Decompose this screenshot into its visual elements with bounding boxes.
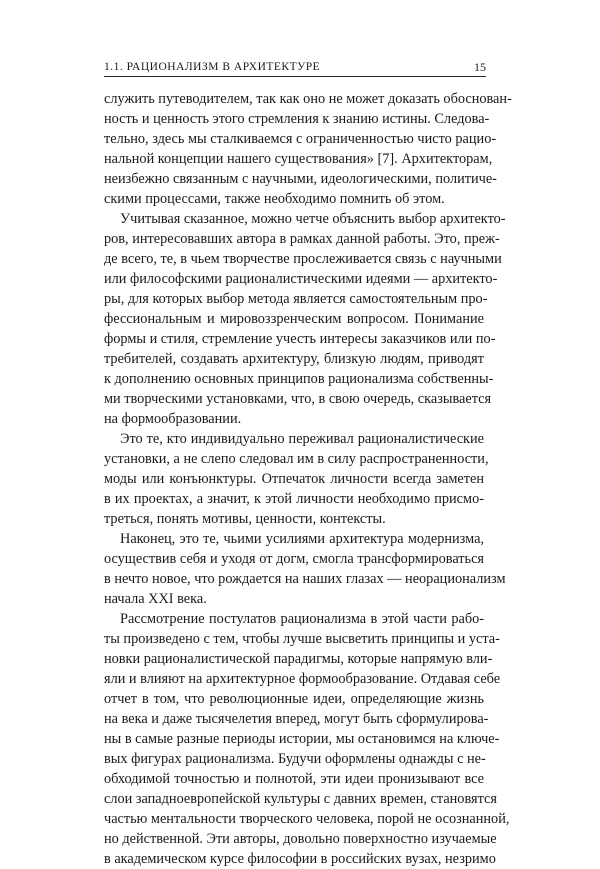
text-line: на формообразовании. — [104, 411, 242, 427]
text-line: ность и ценность этого стремления к знанию истины. Следова- — [104, 111, 490, 127]
text-line: служить путеводителем, так как оно не может доказать обоснован- — [104, 91, 512, 107]
text-line: осуществив себя и уходя от догм, смогла трансформироваться — [104, 551, 484, 567]
text-line: ры, для которых выбор метода является самостоятельным про- — [104, 291, 488, 307]
text-line: де всего, те, в чьем творчестве прослеживается связь с научными — [104, 251, 502, 267]
text-line: частью ментальности творческого человека, порой не осознанной, — [104, 811, 510, 827]
text-line: треться, понять мотивы, ценности, контексты. — [104, 511, 386, 527]
text-line: вых фигурах рационализма. Будучи оформлены однажды с не- — [104, 751, 486, 767]
paragraph — [104, 609, 510, 869]
text-line: Рассмотрение постулатов рационализма в этой части рабо- — [120, 611, 484, 627]
running-header — [104, 60, 486, 77]
text-line: на века и даже тысячелетия вперед, могут быть сформулирова- — [104, 711, 489, 727]
text-line: ны в самые разные периоды истории, мы остановимся на ключе- — [104, 731, 500, 747]
page-number: 15 — [474, 60, 486, 74]
text-line: ми творческими установками, что, в свою очередь, сказывается — [104, 391, 492, 407]
paragraph — [104, 89, 512, 209]
text-line: или философскими рационалистическими идеями — архитекто- — [104, 271, 498, 287]
text-line: Учитывая сказанное, можно четче объяснить выбор архитекто- — [120, 211, 506, 227]
running-title: 1.1. РАЦИОНАЛИЗМ В АРХИТЕКТУРЕ — [104, 61, 321, 73]
text-line: моды или конъюнктуры. Отпечаток личности всегда заметен — [104, 471, 484, 487]
text-line: нальной концепции нашего существования» [7]. Архитекторам, — [104, 151, 493, 167]
text-line: яли и влияют на архитектурное формообразование. Отдавая себе — [104, 671, 501, 687]
text-line: установки, а не слепо следовал им в силу распространенности, — [104, 451, 489, 467]
text-line: в академическом курсе философии в российских вузах, незримо — [104, 851, 496, 867]
text-line: начала XXI века. — [104, 591, 207, 607]
text-line: обходимой точностью и полнотой, эти идеи пронизывают все — [104, 771, 484, 787]
text-line: в нечто новое, что рождается на наших глазах — неорационализм — [104, 571, 506, 587]
text-line: ров, интересовавших автора в рамках данной работы. Это, преж- — [104, 231, 500, 247]
text-line: отчет в том, что революционные идеи, определяющие жизнь — [104, 691, 484, 707]
paragraph — [104, 209, 506, 429]
paragraph — [104, 529, 506, 609]
text-line: новки рационалистической парадигмы, которые напрямую вли- — [104, 651, 493, 667]
text-line: требителей, создавать архитектуру, близкую людям, приводят — [104, 351, 484, 367]
text-line: слои западноевропейской культуры с давних времен, становятся — [104, 791, 497, 807]
text-line: скими процессами, также необходимо помнить об этом. — [104, 191, 445, 207]
text-line: фессиональным и мировоззренческим вопросом. Понимание — [104, 311, 484, 327]
body-text — [104, 89, 512, 869]
text-line: Это те, кто индивидуально переживал рационалистические — [120, 431, 484, 447]
text-line: ты произведено с тем, чтобы лучше высветить принципы и уста- — [104, 631, 500, 647]
text-line: неизбежно связанным с научными, идеологическими, политиче- — [104, 171, 497, 187]
text-line: Наконец, это те, чьими усилиями архитектура модернизма, — [120, 531, 484, 547]
text-line: но действенной. Эти авторы, довольно поверхностно изучаемые — [104, 831, 497, 847]
text-line: тельно, здесь мы сталкиваемся с ограниченностью чисто рацио- — [104, 131, 497, 147]
text-line: в их проектах, а значит, к этой личности необходимо присмо- — [104, 491, 484, 507]
text-line: к дополнению основных принципов рационализма собственны- — [104, 371, 494, 387]
text-line: формы и стиля, стремление учесть интересы заказчиков или по- — [104, 331, 496, 347]
paragraph — [104, 429, 489, 529]
